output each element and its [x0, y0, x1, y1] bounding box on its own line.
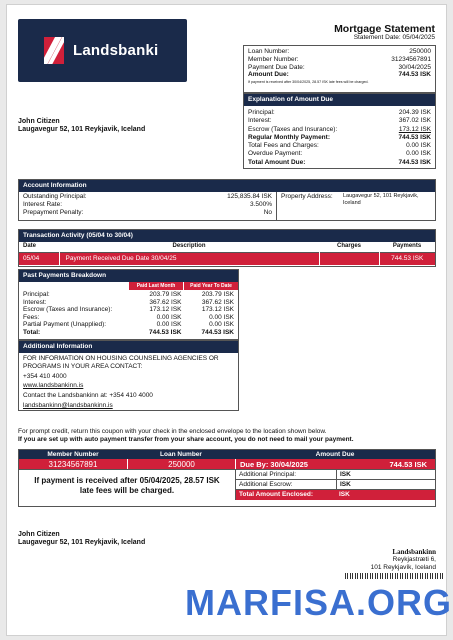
past-ytd: 0.00 ISK — [209, 321, 234, 329]
loan-summary — [243, 45, 436, 93]
mailing-name: John Citizen — [18, 531, 60, 538]
watermark: MARFISA.ORG — [185, 582, 452, 623]
table-row — [19, 252, 435, 265]
past-label: Principal: — [23, 291, 50, 298]
property-address: Laugavegur 52, 101 Reykjavik, Iceland — [343, 193, 419, 206]
member-number: 31234567891 — [391, 55, 431, 63]
explanation-label: Escrow (Taxes and Insurance): — [248, 125, 338, 133]
txn-payments: 744.53 ISK — [379, 252, 435, 265]
explanation-box — [243, 93, 436, 169]
table-row — [23, 321, 234, 329]
additional-escrow-label: Additional Escrow: — [239, 481, 293, 488]
postal-barcode — [345, 573, 443, 579]
past-label: Interest: — [23, 298, 47, 306]
return-name: Landsbankinn — [392, 548, 436, 556]
total-enclosed-field[interactable]: ISK — [339, 491, 350, 498]
additional-escrow-field[interactable]: ISK — [336, 480, 435, 489]
contact-line: Contact the Landsbankinn at: +354 410 4000 — [23, 392, 153, 400]
statement-title: Mortgage Statement — [334, 23, 435, 35]
table-row — [23, 306, 234, 314]
website-link[interactable]: www.landsbankinn.is — [23, 382, 84, 390]
explanation-label: Principal: — [248, 109, 275, 116]
amount-due: 744.53 ISK — [398, 71, 431, 79]
explanation-value: 173.12 ISK — [398, 125, 431, 133]
past-label: Partial Payment (Unapplied): — [23, 321, 107, 329]
past-payments-title: Past Payments Breakdown — [19, 270, 238, 282]
col-charges: Charges — [336, 243, 361, 250]
col-payments: Payments — [392, 243, 422, 250]
explanation-value: 204.39 ISK — [398, 109, 431, 116]
additional-principal-field[interactable]: ISK — [336, 470, 435, 479]
coupon-member-number: 31234567891 — [19, 459, 127, 469]
explanation-title: Explanation of Amount Due — [244, 94, 435, 106]
return-street: Reykjastræti 6, — [392, 556, 436, 564]
explanation-label: Total Fees and Charges: — [248, 142, 319, 150]
bank-logo — [18, 19, 187, 82]
auto-pay-note: If you are set up with auto payment transfer from your share account, you do not need to mail your payment. — [18, 436, 354, 443]
past-label: Fees: — [23, 313, 40, 321]
past-label: Escrow (Taxes and Insurance): — [23, 306, 113, 314]
coupon-late-message: If payment is received after 05/04/2025, 28.57 ISK late fees will be charged. — [34, 476, 220, 496]
coupon-member-header: Member Number — [47, 451, 99, 458]
coupon-loan-number: 250000 — [127, 459, 235, 469]
coupon-due-by: Due By: 30/04/2025 — [240, 460, 308, 469]
past-last-month: 0.00 ISK — [156, 313, 182, 321]
table-row — [23, 299, 234, 307]
payment-due-date-label: Payment Due Date: — [248, 63, 305, 71]
property-address-label: Property Address: — [281, 193, 333, 200]
payment-coupon — [18, 449, 436, 507]
transaction-table — [19, 242, 435, 265]
col-date: Date — [23, 243, 37, 250]
transaction-title: Transaction Activity (05/04 to 30/04) — [19, 230, 435, 242]
phone-number: +354 410 4000 — [23, 372, 67, 380]
explanation-value: 744.53 ISK — [398, 158, 431, 166]
col-description: Description — [172, 243, 206, 250]
explanation-row — [248, 142, 431, 150]
past-ytd: 203.79 ISK — [201, 291, 234, 298]
explanation-value: 0.00 ISK — [406, 142, 431, 150]
txn-date: 05/04 — [23, 254, 40, 262]
additional-principal-label: Additional Principal: — [239, 471, 297, 478]
prepayment-penalty-label: Prepayment Penalty: — [23, 208, 84, 216]
counseling-info: FOR INFORMATION ON HOUSING COUNSELING AGENCIES OR PROGRAMS IN YOUR AREA CONTACT: — [23, 355, 219, 370]
return-address — [371, 548, 436, 572]
explanation-label: Overdue Payment: — [248, 150, 303, 158]
explanation-row — [248, 159, 431, 167]
explanation-row — [248, 134, 431, 142]
member-number-label: Member Number: — [248, 55, 299, 63]
explanation-row — [248, 126, 431, 134]
mailing-address: Laugavegur 52, 101 Reykjavik, Iceland — [18, 539, 146, 546]
additional-info-box — [18, 340, 239, 411]
table-row — [23, 314, 234, 322]
customer-address: Laugavegur 52, 101 Reykjavik, Iceland — [18, 126, 146, 133]
past-last-month: 203.79 ISK — [149, 291, 182, 298]
late-fee-note: If payment is received after 30/04/2025, 28.57 ISK late fees will be charged. — [248, 80, 369, 85]
past-ytd: 0.00 ISK — [209, 313, 234, 321]
return-city: 101 Reykjavík, Iceland — [370, 564, 436, 572]
past-last-month: 744.53 ISK — [148, 328, 182, 336]
txn-description: Payment Received Due Date 30/04/25 — [59, 252, 319, 265]
email-link[interactable]: landsbankinn@landsbankinn.is — [23, 401, 113, 409]
paid-ytd-header: Paid Year To Date — [183, 282, 238, 290]
interest-rate-label: Interest Rate: — [23, 200, 63, 208]
account-info-box — [18, 179, 436, 221]
past-label: Total: — [23, 328, 41, 336]
table-row — [23, 329, 234, 337]
statement-page — [6, 4, 452, 636]
explanation-label: Interest: — [248, 117, 272, 125]
coupon-instruction: For prompt credit, return this coupon with your check in the enclosed envelope to the location shown below. — [18, 428, 327, 435]
customer-name: John Citizen — [18, 118, 60, 125]
explanation-value: 0.00 ISK — [406, 150, 431, 158]
amount-due-label: Amount Due: — [248, 71, 289, 79]
past-last-month: 367.62 ISK — [149, 298, 182, 306]
loan-number: 250000 — [409, 48, 431, 55]
coupon-amount: 744.53 ISK — [389, 460, 427, 469]
landsbanki-logo-icon — [44, 37, 64, 64]
past-last-month: 173.12 ISK — [149, 306, 182, 314]
table-row — [23, 291, 234, 299]
txn-charges — [319, 252, 379, 265]
past-ytd: 744.53 ISK — [201, 328, 234, 336]
explanation-row — [248, 117, 431, 125]
outstanding-principal: 125,835.84 ISK — [227, 193, 272, 200]
payment-due-date: 30/04/2025 — [398, 63, 431, 71]
outstanding-label: Outstanding Principal: — [23, 193, 87, 200]
explanation-value: 744.53 ISK — [398, 133, 431, 141]
statement-date: Statement Date: 05/04/2025 — [353, 34, 435, 41]
past-ytd: 173.12 ISK — [201, 306, 234, 314]
explanation-row — [248, 150, 431, 158]
coupon-loan-header: Loan Number — [160, 451, 202, 458]
past-last-month: 0.00 ISK — [156, 321, 182, 329]
account-info-title: Account Information — [19, 180, 435, 192]
explanation-label: Regular Monthly Payment: — [248, 133, 330, 141]
paid-last-month-header: Paid Last Month — [129, 282, 183, 290]
interest-rate: 3.500% — [249, 200, 272, 208]
prepayment-penalty: No — [263, 208, 272, 216]
past-payments-box — [18, 269, 239, 340]
explanation-label: Total Amount Due: — [248, 158, 306, 166]
explanation-value: 367.02 ISK — [398, 117, 431, 125]
coupon-amount-header: Amount Due — [315, 451, 355, 458]
logo-text: Landsbanki — [73, 41, 159, 59]
total-enclosed-label: Total Amount Enclosed: — [239, 491, 314, 498]
explanation-row — [248, 109, 431, 117]
transaction-box — [18, 229, 436, 267]
loan-number-label: Loan Number: — [248, 48, 290, 55]
past-ytd: 367.62 ISK — [201, 298, 234, 306]
additional-info-title: Additional Information — [19, 341, 238, 353]
